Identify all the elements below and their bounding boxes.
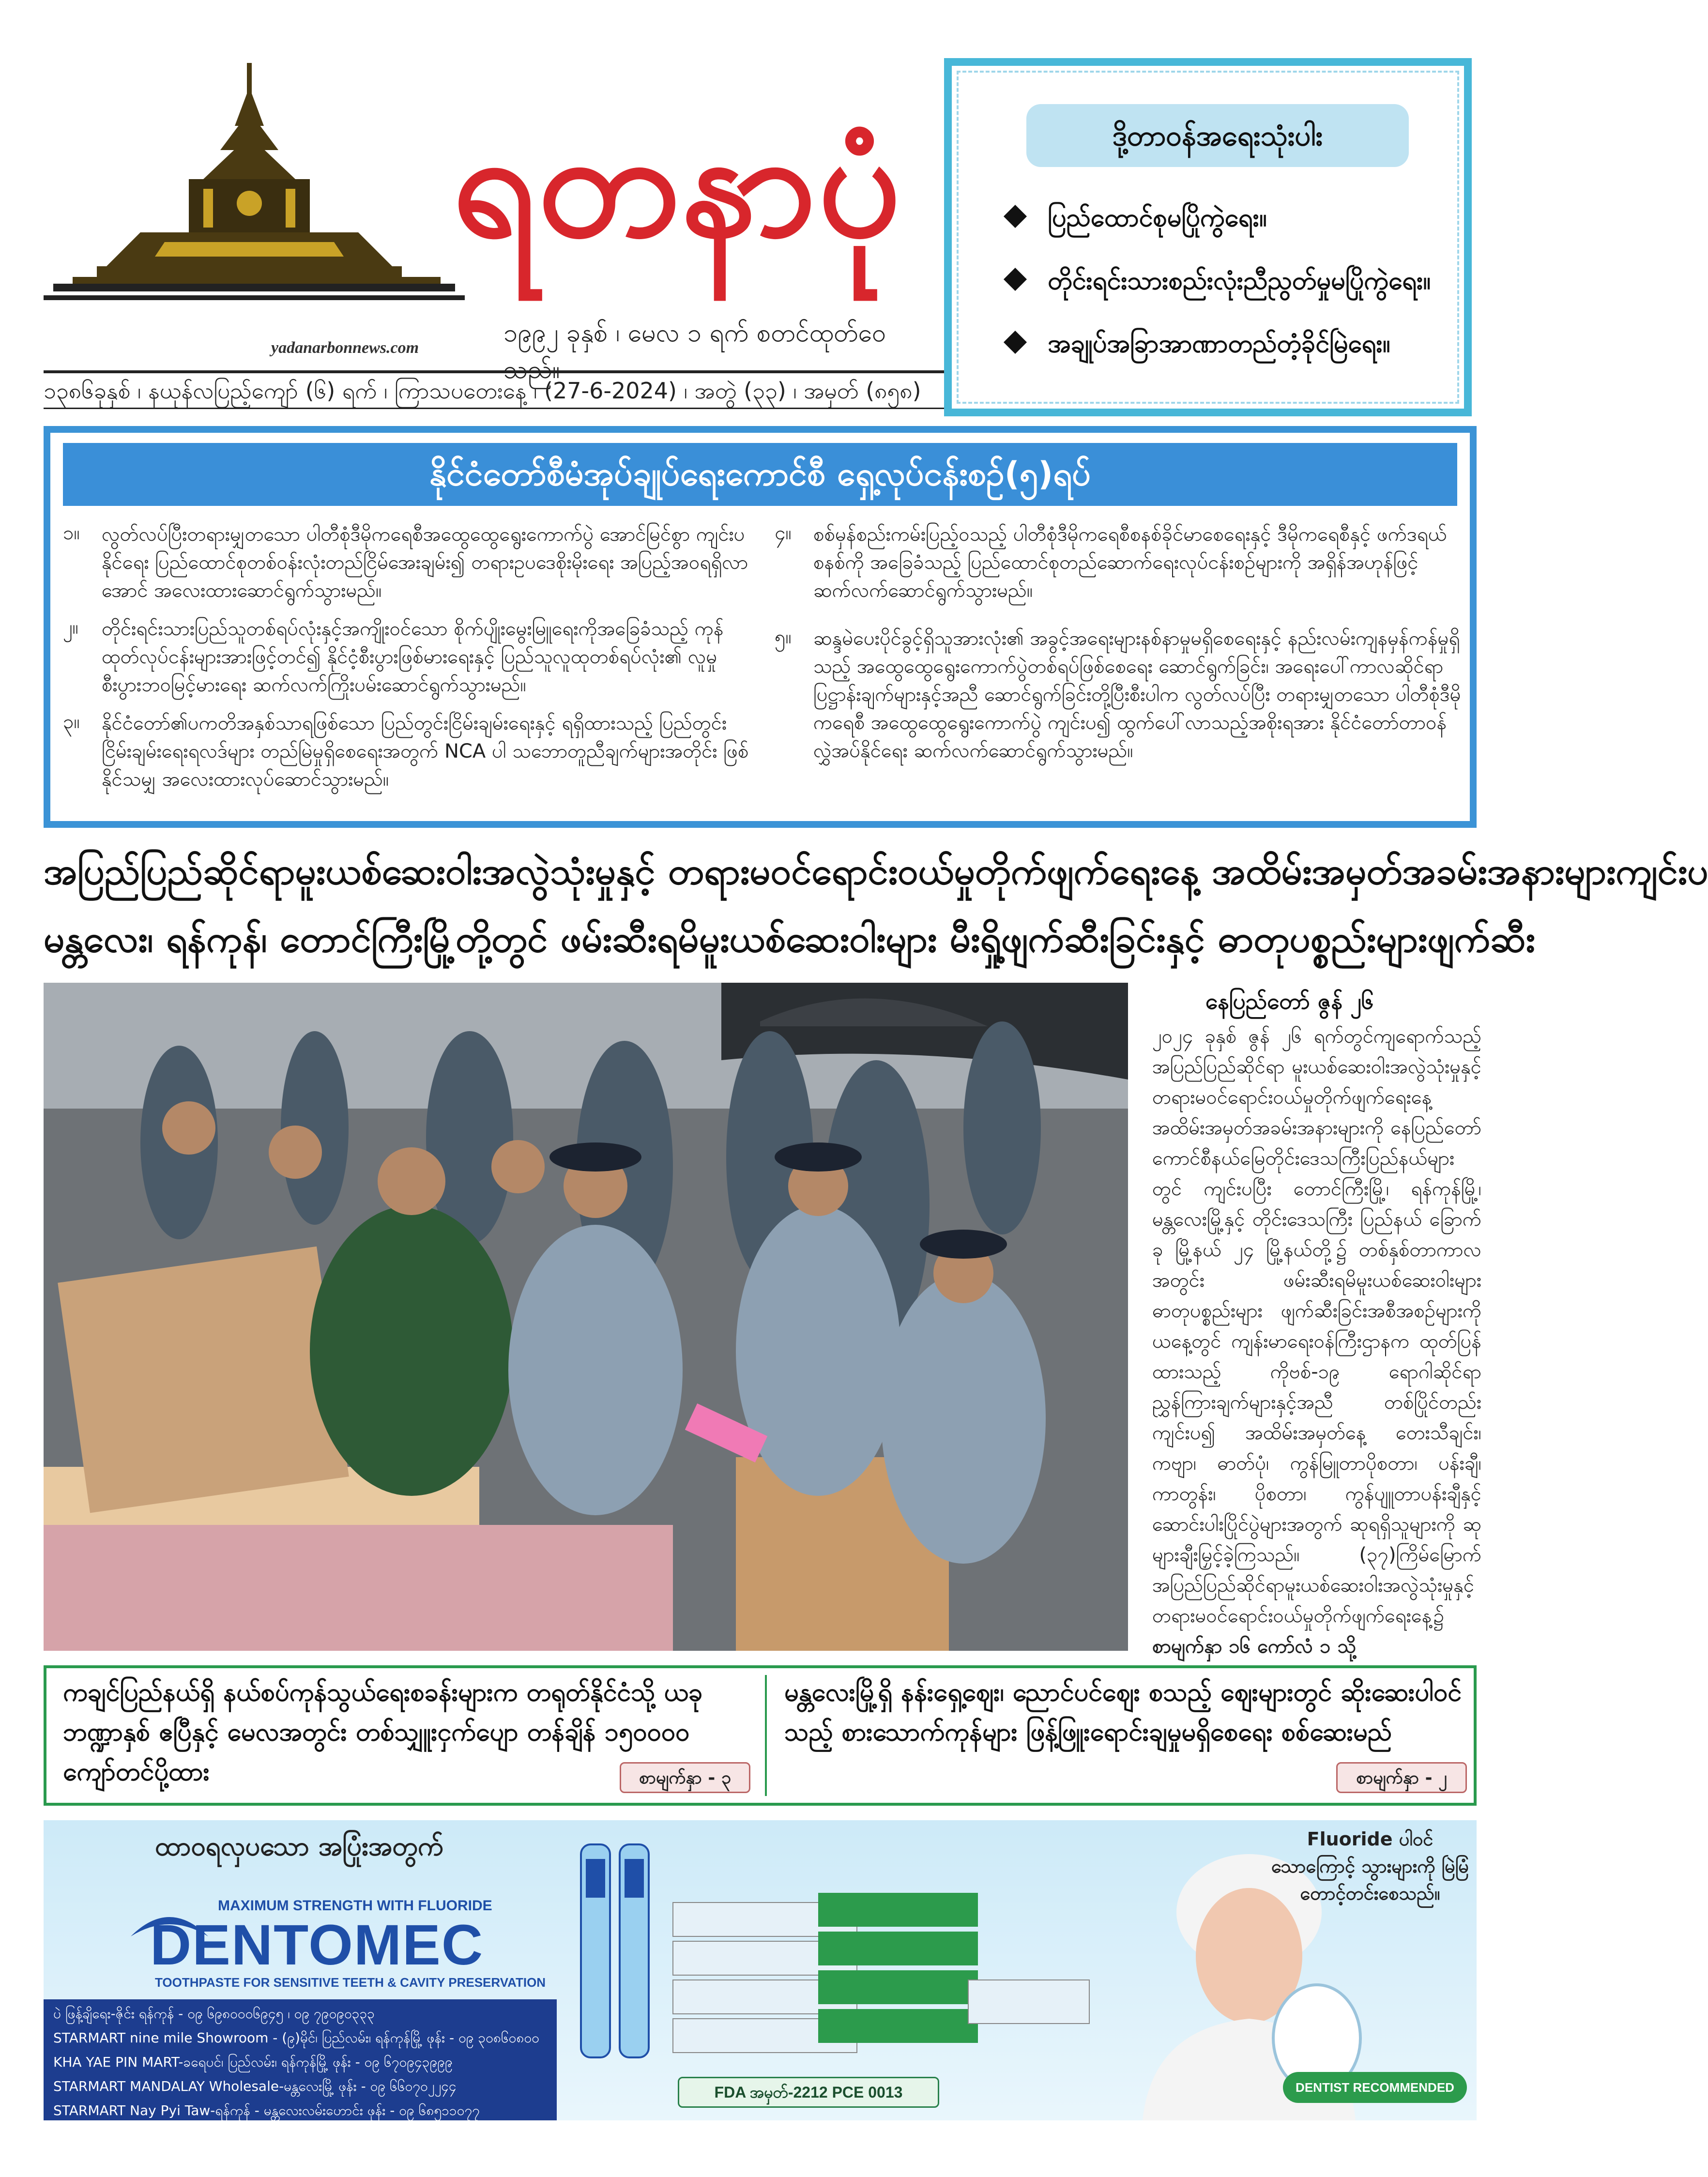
objective-number: ၅။ <box>775 626 792 648</box>
ad-brand: DENTOMEC <box>150 1913 484 1977</box>
article-byline: နေပြည်တော် ဇွန် ၂၆ <box>1205 988 1374 1014</box>
objective-text: လွတ်လပ်ပြီးတရားမျှတသော ပါတီစုံဒီမိုကရေစီအထွေထွေရွေးကောက်ပွဲ အောင်မြင်စွာ ကျင်းပနိုင်ရေး ပြည်ထောင်စုတစ်ဝန်းလုံးတည်ငြိမ်အေးချမ်း၍ တရားဥပဒေစိုးမိုးရေး အပြည့်အဝရရှိလာအောင် အလေးထားဆောင်ရွက်သွားမည်။ <box>102 523 748 602</box>
ad-contact-line: STARMART MANDALAY Wholesale-မန္တလေးမြို့ ဖုန်း - ဝ၉ ၆၆၀၇၀၂၂၄၄ <box>53 2078 457 2094</box>
ad-tagline: ထာဝရလှပသော အပြုံးအတွက် <box>155 1831 443 1861</box>
pagoda-logo <box>44 58 465 329</box>
diamond-bullet-icon <box>1004 205 1027 228</box>
slogan-text: တိုင်းရင်းသားစည်းလုံးညီညွတ်မှုမပြိုကွဲရေး။ <box>1048 266 1431 295</box>
ad-dentist-recommended: DENTIST RECOMMENDED <box>1283 2072 1467 2103</box>
headline-line-1: အပြည်ပြည်ဆိုင်ရာမူးယစ်ဆေးဝါးအလွဲသုံးမှုနှင့် တရားမဝင်ရောင်းဝယ်မှုတိုက်ဖျက်ရေးနေ့ အထိမ်းအမှတ်အခမ်းအနားများကျင်းပ <box>44 850 1708 893</box>
objective-text: ဆန္ဒမဲပေးပိုင်ခွင့်ရှိသူအားလုံး၏ အခွင့်အရေးများနစ်နာမှုမရှိစေရေးနှင့် နည်းလမ်းကျနမှန်ကန်မှုရှိသည့် အထွေထွေရွေးကောက်ပွဲတစ်ရပ်ဖြစ်စေရေး ဆောင်ရွက်ခြင်း၊ အရေးပေါ်ကာလဆိုင်ရာ ပြဋ္ဌာန်းချက်များနှင့်အညီ ဆောင်ရွက်ခြင်းတို့ပြီးစီးပါက လွတ်လပ်ပြီး တရားမျှတသော ပါတီစုံဒီမိုကရေစီ အထွေထွေရွေးကောက်ပွဲ ကျင်းပ၍ ထွက်ပေါ်လာသည့်အစိုးရအား နိုင်ငံတော်တာဝန်လွှဲအပ်နိုင်ရေး ဆက်လက်ဆောင်ရွက်သွားမည်။ <box>813 627 1461 762</box>
headline-line-2: မန္တလေး၊ ရန်ကုန်၊ တောင်ကြီးမြို့တို့တွင် ဖမ်းဆီးရမိမူးယစ်ဆေးဝါးများ မီးရှို့ဖျက်ဆီးခြင်းနှင့် ဓာတုပစ္စည်းများဖျက်ဆီး <box>44 917 1535 960</box>
article-body <box>1152 1021 1481 1658</box>
ad-max-strength: MAXIMUM STRENGTH WITH FLUORIDE <box>218 1898 492 1914</box>
diamond-bullet-icon <box>1004 331 1027 354</box>
teaser-text[interactable]: ကချင်ပြည်နယ်ရှိ နယ်စပ်ကုန်သွယ်ရေးစခန်းများက တရုတ်နိုင်ငံသို့ ယခုဘဏ္ဍာနှစ် ဧပြီနှင့် မေလအတွင်း တစ်သျှူးငှက်ပျော တန်ချိန် ၁၅၀၀၀၀ ကျော်တင်ပို့ထား <box>63 1678 703 1786</box>
objectives-heading: နိုင်ငံတော်စီမံအုပ်ချုပ်ရေးကောင်စီ ရှေ့လုပ်ငန်းစဉ်(၅)ရပ် <box>63 443 1457 506</box>
slogan-item <box>1007 257 1452 305</box>
objective-number: ၄။ <box>775 522 792 544</box>
slogan-item <box>1007 194 1452 242</box>
teaser-page-badge[interactable]: စာမျက်နှာ - ၃ <box>620 1762 750 1793</box>
ad-fluoride-note: Fluoride ပါဝင်သောကြောင့် သွားများကို မြဲမြံတောင့်တင်းစေသည်။ <box>1271 1828 1469 1904</box>
ad-contact-line: STARMART nine mile Showroom - (၉)မိုင်၊ ပြည်လမ်း၊ ရန်ကုန်မြို့ ဖုန်း - ဝ၉ ၃၀၈၆၀၈၀၀ <box>53 2030 539 2046</box>
slogan-text: အချုပ်အခြာအာဏာတည်တံ့ခိုင်မြဲရေး။ <box>1048 329 1390 358</box>
ad-contact-line: ပဲ ဖြန့်ချိရေး-ဇိုင်း ရန်ကုန် - ဝ၉ ၆၉၈၀၀၀၆၉၄၅ ၊ ဝ၉ ၇၉၀၉၀၃၃၃ <box>53 2006 375 2022</box>
slogan-text: ပြည်ထောင်စုမပြိုကွဲရေး။ <box>1048 203 1267 232</box>
teaser-divider <box>765 1675 767 1796</box>
teaser-text[interactable]: မန္တလေးမြို့ရှိ နန်းရှေ့ဈေး၊ ညောင်ပင်ဈေး စသည့် ဈေးများတွင် ဆိုးဆေးပါဝင်သည့် စားသောက်ကုန်များ ဖြန့်ဖြူးရောင်းချမှုမရှိစေရေး စစ်ဆေးမည် <box>784 1678 1462 1747</box>
founded-line: ၁၉၉၂ ခုနှစ် ၊ မေလ ၁ ရက် စတင်ထုတ်ဝေသည်။ <box>503 319 886 384</box>
ad-fda-number: FDA အမှတ်-2212 PCE 0013 <box>678 2077 939 2108</box>
teaser-page-badge[interactable]: စာမျက်နှာ - ၂ <box>1336 1762 1467 1793</box>
website-url: yadanarbonnews.com <box>271 339 419 357</box>
article-text: ၂၀၂၄ ခုနှစ် ဇွန် ၂၆ ရက်တွင်ကျရောက်သည့် အပြည်ပြည်ဆိုင်ရာ မူးယစ်ဆေးဝါးအလွဲသုံးမှုနှင့် တရားမဝင်ရောင်းဝယ်မှုတိုက်ဖျက်ရေးနေ့အထိမ်းအမှတ်အခမ်းအနားများကို နေပြည်တော်ကောင်စီနယ်မြေတိုင်းဒေသကြီးပြည်နယ်များတွင် ကျင်းပပြီး တောင်ကြီးမြို့၊ ရန်ကုန်မြို့၊ မန္တလေးမြို့နှင့် တိုင်းဒေသကြီး ပြည်နယ် ခြောက်ခု မြို့နယ် ၂၄ မြို့နယ်တို့၌ တစ်နှစ်တာကာလအတွင်း ဖမ်းဆီးရမိမူးယစ်ဆေးဝါးများ ဓာတုပစ္စည်းများ ဖျက်ဆီးခြင်းအစီအစဉ်များကို ယနေ့တွင် ကျန်းမာရေးဝန်ကြီးဌာနက ထုတ်ပြန်ထားသည့် ကိုဗစ်-၁၉ ရောဂါဆိုင်ရာညွှန်ကြားချက်များနှင့်အညီ တစ်ပြိုင်တည်းကျင်းပ၍ အထိမ်းအမှတ်နေ့ တေးသီချင်း၊ ကဗျာ၊ ဓာတ်ပုံ၊ ကွန်မြူတာပိုစတာ၊ ပန်းချီ၊ ကာတွန်း၊ ပိုစတာ၊ ကွန်ပျူတာပန်းချီနှင့် ဆောင်းပါးပြိုင်ပွဲများအတွက် ဆုရရှိသူများကို ဆုများချီးမြှင့်ခဲ့ကြသည်။ (၃၇)ကြိမ်မြောက် အပြည်ပြည်ဆိုင်ရာမူးယစ်ဆေးဝါးအလွဲသုံးမှုနှင့် တရားမဝင်ရောင်းဝယ်မှုတိုက်ဖျက်ရေးနေ့၌ <box>1152 1025 1481 1627</box>
diamond-bullet-icon <box>1004 268 1027 291</box>
news-photo <box>44 983 1128 1651</box>
ad-contact-line: STARMART Nay Pyi Taw-ရန်ကုန် - မန္တလေးလမ်းဟောင်း ဖုန်း - ဝ၉ ၆၈၅၁၁၀၇၇ <box>53 2102 480 2118</box>
objective-number: ၃။ <box>63 711 80 733</box>
dateline: ၁၃၈၆ခုနှစ် ၊ နယုန်လပြည့်ကျော် (၆) ရက် ၊ ကြာသပတေးနေ့ ၊ (27-6-2024) ၊ အတွဲ (၃၃) ၊ အမှတ် (၈၅၈) <box>44 370 944 409</box>
product-boxes-image <box>576 1835 1109 2067</box>
objective-number: ၂။ <box>63 616 78 639</box>
objective-text: စစ်မှန်စည်းကမ်းပြည့်ဝသည့် ပါတီစုံဒီမိုကရေစီစနစ်ခိုင်မာစေရေးနှင့် ဒီမိုကရေစီနှင့် ဖက်ဒရယ်စနစ်ကို အခြေခံသည့် ပြည်ထောင်စုတည်ဆောက်ရေးလုပ်ငန်းစဉ်များကို အရှိန်အဟုန်ဖြင့် ဆက်လက်ဆောင်ရွက်သွားမည်။ <box>813 523 1447 602</box>
objective-text: နိုင်ငံတော်၏ပကတိအနှစ်သာရဖြစ်သော ပြည်တွင်းငြိမ်းချမ်းရေးနှင့် ရရှိထားသည့် ပြည်တွင်းငြိမ်းချမ်းရေးရလဒ်များ တည်မြဲမှုရှိစေရေးအတွက် NCA ပါ သဘောတူညီချက်များအတိုင်း ဖြစ်နိုင်သမျှ အလေးထားလုပ်ဆောင်သွားမည်။ <box>102 712 749 791</box>
masthead-title: ရတနာပုံ <box>452 98 903 269</box>
ad-subtitle: TOOTHPASTE FOR SENSITIVE TEETH & CAVITY PRESERVATION <box>155 1975 546 1990</box>
ad-contact-line: KHA YAE PIN MART-ခရေပင်၊ ပြည်လမ်း၊ ရန်ကုန်မြို့ ဖုန်း - ဝ၉ ၆၇၀၉၄၃၉၉၉ <box>53 2054 453 2070</box>
objective-number: ၁။ <box>63 522 80 544</box>
objective-text: တိုင်းရင်းသားပြည်သူတစ်ရပ်လုံးနှင့်အကျိုးဝင်သော စိုက်ပျိုးမွေးမြူရေးကိုအခြေခံသည့် ကုန်ထုတ်လုပ်ငန်းများအားဖြင့်တင်၍ နိုင်ငံ့စီးပွားဖြစ်မားရေးနှင့် ပြည်သူလူထုတစ်ရပ်လုံး၏ လူမှုစီးပွားဘဝမြင့်မားရေး ဆက်လက်ကြိုးပမ်းဆောင်ရွက်သွားမည်။ <box>102 618 724 696</box>
slogan-item <box>1007 320 1452 368</box>
continued-link[interactable]: စာမျက်နှာ ၁၆ ကော်လံ ၁ သို့ <box>1152 1635 1357 1658</box>
slogan-heading: ဒို့တာဝန်အရေးသုံးပါး <box>1026 104 1409 167</box>
